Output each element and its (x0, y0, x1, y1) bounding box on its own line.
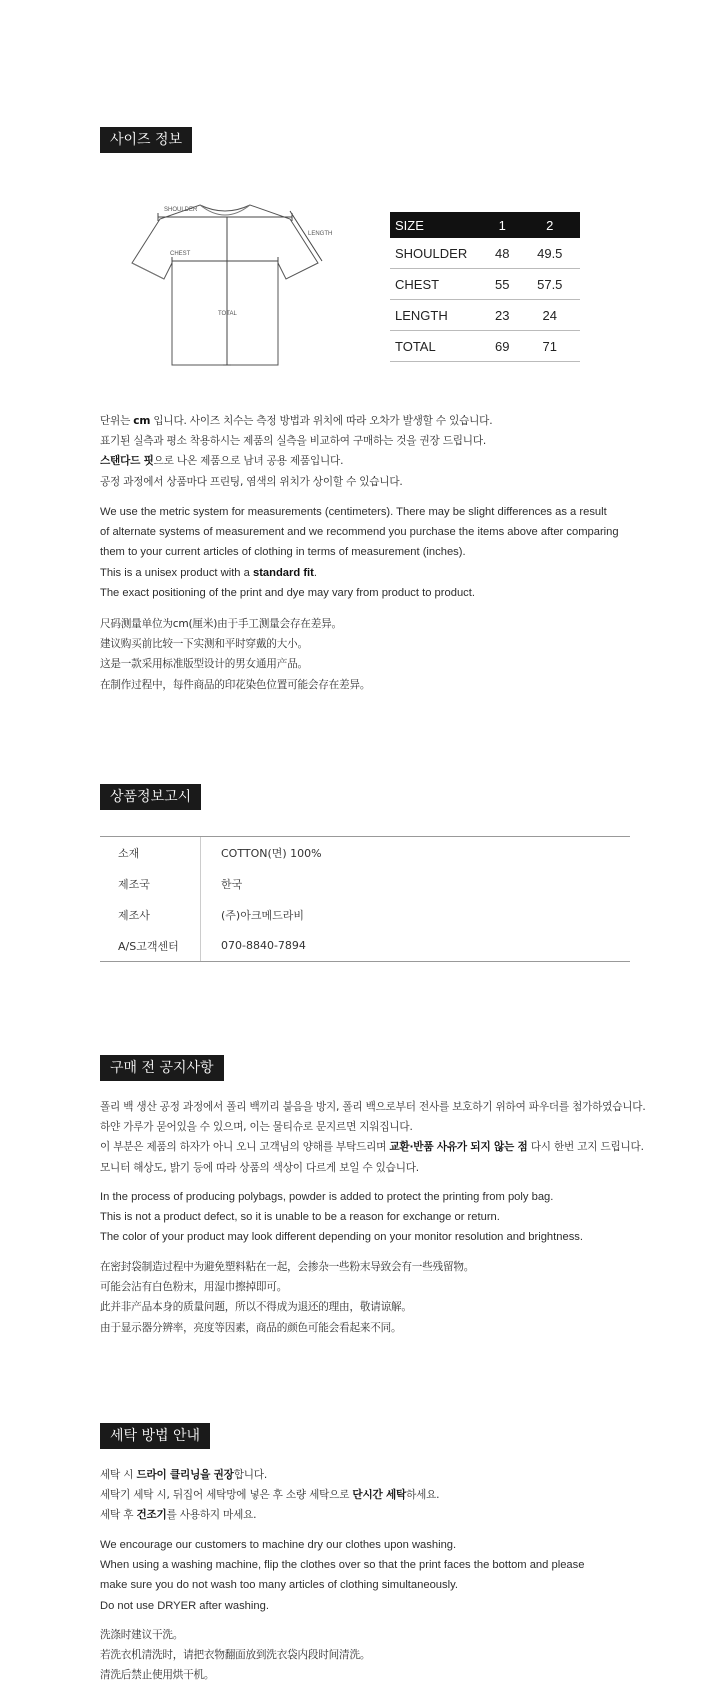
wash-en: We encourage our customers to machine dry our clothes upon washing. When using a washing machine, flip the clothes over so that the print faces the bottom and please make sure you do not wash too many articles of clothing simultaneously. Do not use DRYER after washing. (100, 1539, 585, 1612)
wash-section-title: 세탁 방법 안내 (100, 1423, 210, 1449)
size-cell: SHOULDER (390, 238, 485, 269)
size-table (390, 212, 580, 362)
info-label: 소재 (118, 846, 140, 860)
size-cell: 48 (485, 238, 520, 269)
size-notes-ko: 단위는 cm 입니다. 사이즈 치수는 측정 방법과 위치에 따라 오차가 발생할 수 있습니다. 표기된 실측과 평소 착용하시는 제품의 실측을 비교하여 구매하는 것을 권장 드립니다. 스탠다드 핏으로 나온 제품으로 남녀 공용 제품입니다. 공정 과정에서 상품마다 프린팅, 염색의 위치가 상이할 수 있습니다. (100, 415, 493, 488)
size-notes-zh: 尺码测量单位为cm(厘米)由于手工测量会存在差异。 建议购买前比较一下实测和平时穿戴的大小。 这是一款采用标准版型设计的男女通用产品。 在制作过程中，每件商品的印花染色位置可能会存在差异。 (100, 618, 371, 691)
size-header-cell: SIZE (390, 212, 485, 238)
size-cell: 49.5 (520, 238, 580, 269)
info-row-service (100, 930, 630, 961)
diagram-label-shoulder: SHOULDER (164, 207, 198, 213)
info-row-origin (100, 868, 630, 899)
size-table-row (390, 300, 580, 331)
wash-ko: 세탁 시 드라이 클리닝을 권장합니다. 세탁기 세탁 시, 뒤집어 세탁망에 넣은 후 소량 세탁으로 단시간 세탁하세요. 세탁 후 건조기를 사용하지 마세요. (100, 1469, 440, 1522)
size-table-row (390, 269, 580, 300)
size-header-cell: 1 (485, 212, 520, 238)
size-cell: TOTAL (390, 331, 485, 362)
notice-ko: 폴리 백 생산 공정 과정에서 폴리 백끼리 붙음을 방지, 폴리 백으로부터 전사를 보호하기 위하여 파우더를 첨가하였습니다. 하얀 가루가 묻어있을 수 있으며, 이는 물티슈로 문지르면 지워집니다. 이 부분은 제품의 하자가 아니 오니 고객님의 양해를 부탁드리며 교환·반품 사유가 되지 않는 점 다시 한번 고지 드립니다. 모니터 해상도, 밝기 등에 따라 상품의 색상이 다르게 보일 수 있습니다. (100, 1101, 646, 1174)
size-table-header (390, 212, 580, 238)
info-value: 한국 (221, 877, 243, 891)
size-section-title: 사이즈 정보 (100, 127, 192, 153)
info-row-material (100, 837, 630, 868)
size-notes-en: We use the metric system for measurements (centimeters). There may be slight differences as a result of alternate systems of measurement and we recommend you purchase the items above after comparing them to your current articles of clothing in terms of measurement (inches). This is a unisex product with a standard fit. The exact positioning of the print and dye may vary from product to product. (100, 506, 619, 599)
wash-zh: 洗涤时建议干洗。 若洗衣机清洗时，请把衣物翻面放到洗衣袋内段时间清洗。 清洗后禁止使用烘干机。 (100, 1629, 371, 1682)
size-cell: 23 (485, 300, 520, 331)
info-label: 제조국 (118, 877, 150, 891)
diagram-label-total: TOTAL (218, 311, 237, 317)
info-value: (주)아크메드라비 (221, 908, 304, 922)
size-table-row (390, 238, 580, 269)
size-table-row (390, 331, 580, 362)
notice-section-title: 구매 전 공지사항 (100, 1055, 224, 1081)
size-cell: 55 (485, 269, 520, 300)
size-cell: CHEST (390, 269, 485, 300)
diagram-label-chest: CHEST (170, 251, 191, 257)
info-value: 070-8840-7894 (221, 939, 306, 952)
tshirt-size-diagram (118, 195, 338, 375)
size-cell: 69 (485, 331, 520, 362)
product-info-table (100, 836, 630, 962)
size-cell: 24 (520, 300, 580, 331)
diagram-label-length: LENGTH (308, 231, 333, 237)
size-cell: 57.5 (520, 269, 580, 300)
size-header-cell: 2 (520, 212, 580, 238)
notice-zh: 在密封袋制造过程中为避免塑料粘在一起，会掺杂一些粉末导致会有一些残留物。 可能会沾有白色粉末，用湿巾擦掉即可。 此并非产品本身的质量问题，所以不得成为退还的理由，敬请谅解。 由于显示器分辨率，亮度等因素，商品的颜色可能会看起来不同。 (100, 1261, 475, 1334)
info-section-title: 상품정보고시 (100, 784, 201, 810)
notice-en: In the process of producing polybags, powder is added to protect the printing from poly bag. This is not a product defect, so it is unable to be a reason for exchange or return. The color of your product may look different depending on your monitor resolution and brightness. (100, 1191, 584, 1244)
info-label: A/S고객센터 (118, 939, 179, 953)
size-cell: LENGTH (390, 300, 485, 331)
info-label: 제조사 (118, 908, 150, 922)
info-row-manufacturer (100, 899, 630, 930)
info-value: COTTON(면) 100% (221, 846, 322, 860)
size-cell: 71 (520, 331, 580, 362)
